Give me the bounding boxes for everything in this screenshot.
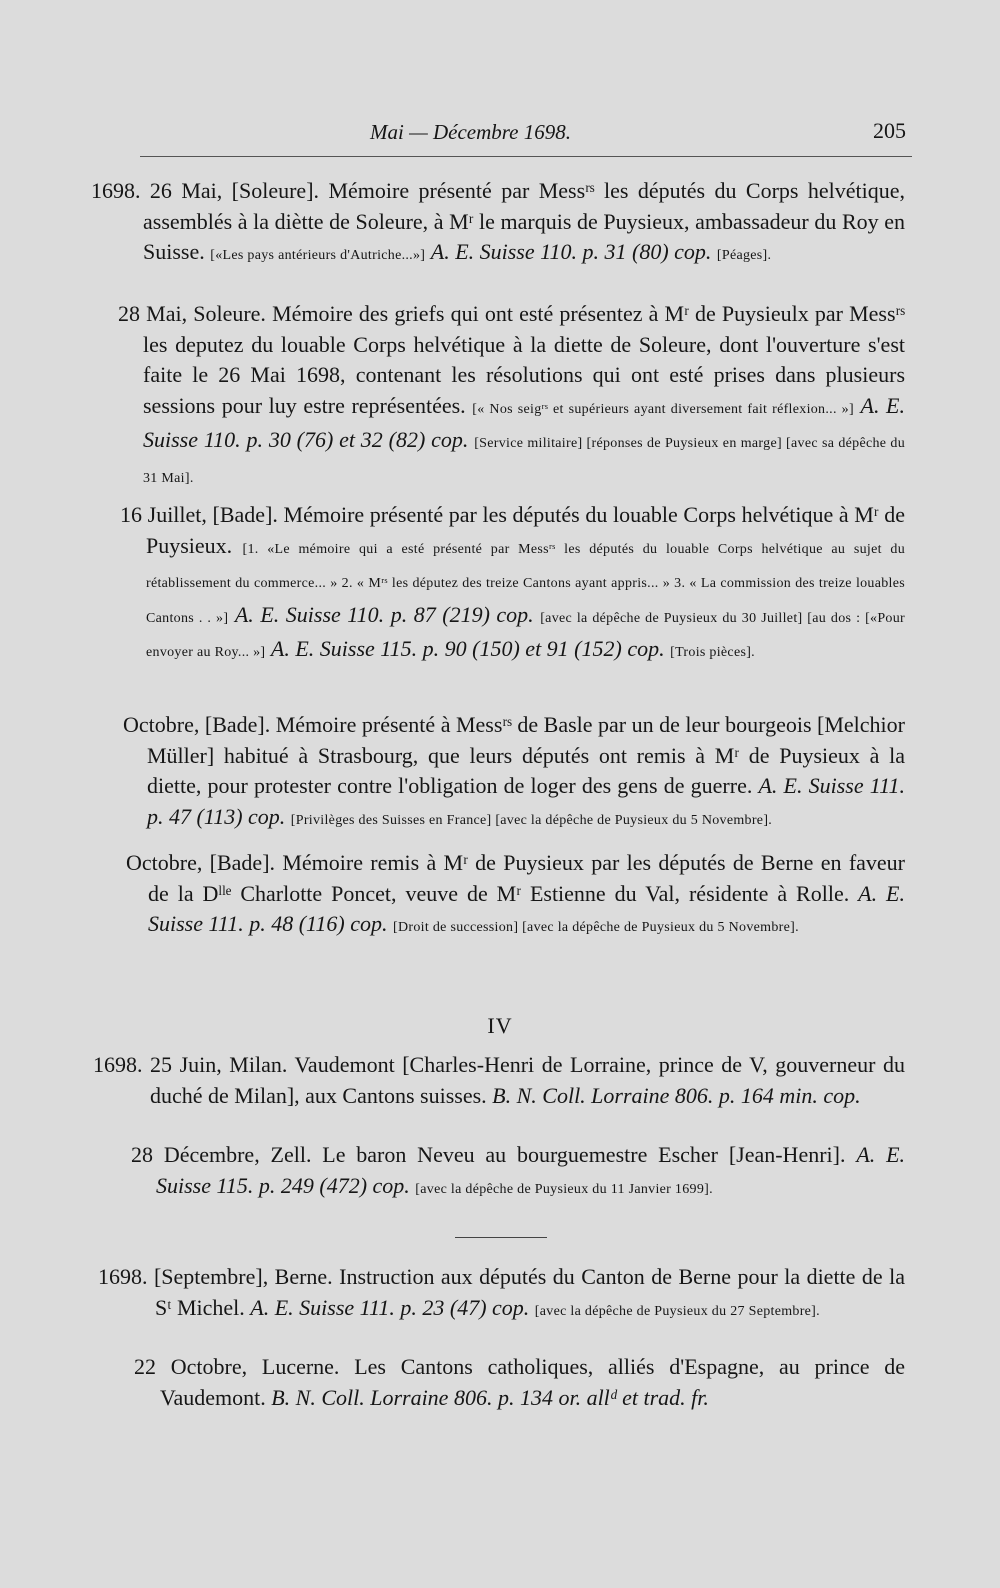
entry-1698-09-berne <box>0 1262 1000 1327</box>
entry-text: Octobre, [Bade]. Mémoire présenté à Messʳˢ de Basle par un de leur bourgeois [Melchior Müller] habitué à Strasbourg, que leurs députés ont remis à Mʳ de Puysieux à la diette, pour protester contre l'obligation de loger des gens de guerre. <box>123 712 905 798</box>
archive-reference: A. E. Suisse 111. p. 47 (113) cop. <box>147 773 906 829</box>
entry-paragraph <box>120 500 905 669</box>
entry-paragraph <box>98 1262 905 1327</box>
archive-reference: A. E. Suisse 110. p. 31 (80) cop. <box>430 239 712 264</box>
page-number: 205 <box>873 118 906 143</box>
note: [avec la dépêche de Puysieux du 11 Janvier 1699]. <box>415 1181 713 1197</box>
archive-reference: A. E. Suisse 110. p. 87 (219) cop. <box>234 601 534 627</box>
header-rule <box>140 156 912 157</box>
archive-reference-2: A. E. Suisse 115. p. 90 (150) et 91 (152) cop. <box>270 636 665 661</box>
entry-1698-06-25 <box>0 1050 1000 1111</box>
entry-paragraph <box>118 299 906 494</box>
entry-1698-07-16 <box>0 500 1000 669</box>
entry-paragraph <box>91 176 905 272</box>
entry-1698-05-26 <box>0 176 1000 272</box>
entry-1698-12-28 <box>0 1140 1000 1205</box>
running-title: Mai — Décembre 1698. <box>370 120 572 144</box>
archive-reference: A. E. Suisse 115. p. 249 (472) cop. <box>156 1142 906 1198</box>
entry-text: 22 Octobre, Lucerne. Les Cantons catholiques, alliés d'Espagne, au prince de Vaudemont. <box>134 1354 905 1410</box>
note: [avec la dépêche de Puysieux du 27 Septembre]. <box>534 1303 820 1319</box>
note: [Privilèges des Suisses en France] [avec la dépêche de Puysieux du 5 Novembre]. <box>290 812 773 828</box>
entry-paragraph <box>93 1050 905 1111</box>
incipit: [«Les pays antérieurs d'Autriche...»] <box>210 248 426 263</box>
archive-reference: B. N. Coll. Lorraine 806. p. 134 or. allᵈ et trad. fr. <box>271 1384 709 1410</box>
entry-text: 1698. 25 Juin, Milan. Vaudemont [Charles-Henri de Lorraine, prince de V, gouverneur du duché de Milan], aux Cantons suisses. <box>93 1052 905 1108</box>
entry-paragraph <box>126 848 905 944</box>
note: [Droit de succession] [avec la dépêche de Puysieux du 5 Novembre]. <box>393 920 799 935</box>
entry-text: Octobre, [Bade]. Mémoire remis à Mʳ de Puysieux par les députés de Berne en faveur de la Dˡˡᵉ Charlotte Poncet, veuve de Mʳ Estienne du Val, résidente à Rolle. <box>126 850 905 906</box>
entry-1698-10-basle <box>0 710 1000 836</box>
entry-text: 28 Mai, Soleure. Mémoire des griefs qui ont esté présentez à Mʳ de Puysieulx par Messʳˢ les deputez du louable Corps helvétique à la diette de Soleure, dont l'ouverture s'est faite le 26 Mai 1698, contenant les résolutions qui ont esté prises dans plusieurs sessions pour luy estre représentées. <box>118 301 905 418</box>
entry-1698-10-berne <box>0 848 1000 944</box>
note-2: [Trois pièces]. <box>670 645 755 660</box>
incipit: [« Nos seigʳˢ et supérieurs ayant diversement fait réflexion... »] <box>472 401 854 417</box>
section-heading-iv: IV <box>487 1013 513 1038</box>
entry-paragraph <box>123 710 906 836</box>
entry-1698-10-22 <box>0 1352 1000 1413</box>
entry-text: 28 Décembre, Zell. Le baron Neveu au bourguemestre Escher [Jean-Henri]. <box>131 1142 846 1167</box>
running-head <box>0 118 1000 158</box>
note: [Péages]. <box>716 248 772 263</box>
entry-text: 1698. [Septembre], Berne. Instruction aux députés du Canton de Berne pour la diette de la Sᵗ Michel. <box>98 1264 905 1320</box>
section-divider <box>455 1237 547 1238</box>
note: [Service militaire] [réponses de Puysieux en marge] [avec sa dépêche du 31 Mai]. <box>143 436 906 486</box>
entry-paragraph <box>131 1140 906 1205</box>
entry-text: 1698. 26 Mai, [Soleure]. Mémoire présenté par Messʳˢ les députés du Corps helvétique, assemblés à la diètte de Soleure, à Mʳ le marquis de Puysieux, ambassadeur du Roy en Suisse. <box>91 178 905 264</box>
entry-text: 16 Juillet, [Bade]. Mémoire présenté par les députés du louable Corps helvétique à Mʳ de Puysieux. <box>120 502 905 558</box>
incipit: [1. «Le mémoire qui a esté présenté par Messʳˢ les députés du louable Corps helvétique au sujet du rétablissement du commerce... » 2. « Mʳˢ les députez des treize Cantons ayant appris... » 3. « La commission des treize louables Cantons . . »] <box>146 541 905 626</box>
archive-reference: A. E. Suisse 111. p. 23 (47) cop. <box>250 1294 530 1320</box>
archive-reference: A. E. Suisse 111. p. 48 (116) cop. <box>148 880 905 936</box>
entry-1698-05-28 <box>0 299 1000 494</box>
note: [avec la dépêche de Puysieux du 30 Juillet] [au dos : [«Pour envoyer au Roy... »] <box>146 610 905 660</box>
archive-reference: B. N. Coll. Lorraine 806. p. 164 min. cop. <box>492 1082 861 1108</box>
archive-reference: A. E. Suisse 110. p. 30 (76) et 32 (82) cop. <box>143 392 905 452</box>
entry-paragraph <box>134 1352 905 1413</box>
